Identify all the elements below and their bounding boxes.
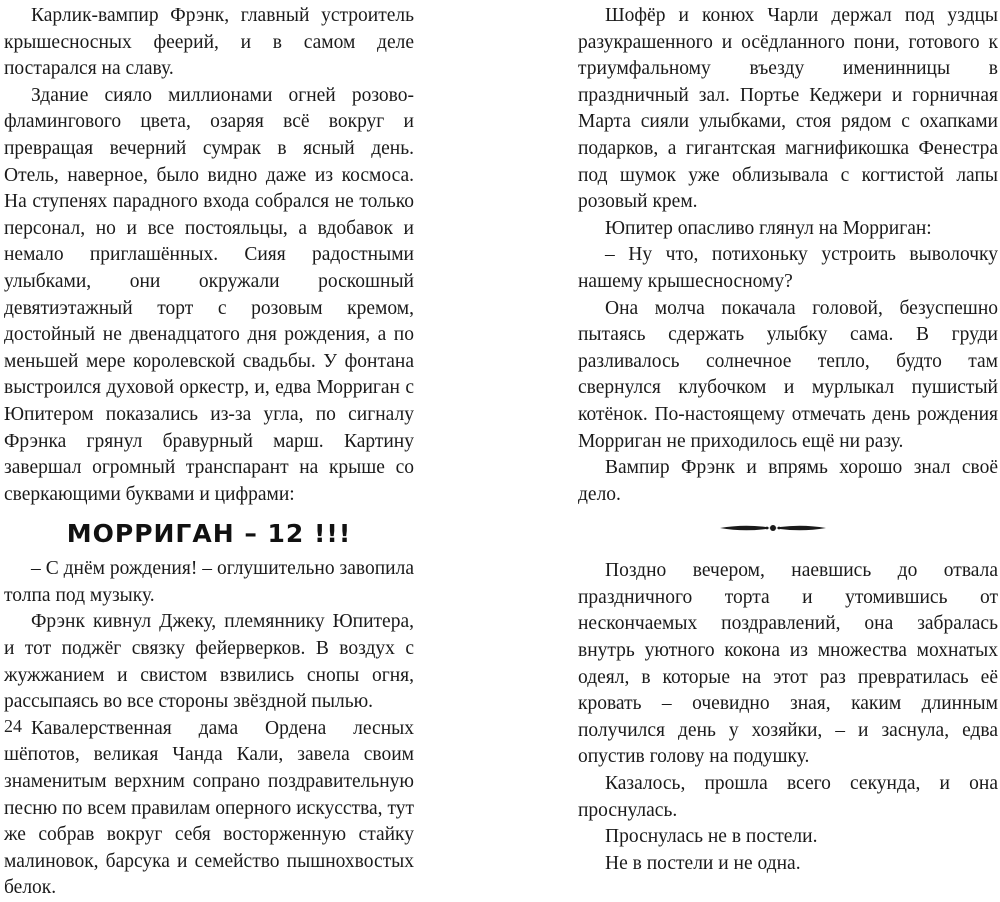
paragraph: Карлик-вампир Фрэнк, главный устроитель крышесносных феерий, и в самом деле постарался на славу. [4, 5, 414, 80]
paragraph: Не в постели и не одна. [605, 852, 801, 874]
section-divider-ornament [578, 512, 998, 548]
right-page [500, 0, 1000, 874]
paragraph: Она молча покачала головой, безуспешно пытаясь сдержать улыбку сама. В груди разливалось солнечное тепло, будто там свернулся клубочком и мурлыкал пушистый котёнок. По-настоящему отмечать день рождения Морриган не приходилось ещё ни разу. [578, 297, 998, 452]
paragraph: Здание сияло миллионами огней розово-фламингового цвета, озаряя всё вокруг и превращая вечерний сумрак в ясный день. Отель, наверное, было видно даже из космоса. На ступенях парадного входа собрался не только персонал, но и все постояльцы, а вдобавок и немало приглашённых. Сияя радостными улыбками, они окружали роскошный девятиэтажный торт с розовым кремом, достойный не двенадцатого дня рождения, а по меньшей мере королевской свадьбы. У фонтана выстроился духовой оркестр, и, едва Морриган с Юпитером показались из-за угла, по сигналу Фрэнка грянул бравурный марш. Картину завершал огромный транспарант на крыше со сверкающими буквами и цифрами: [4, 84, 414, 505]
left-page [0, 0, 500, 899]
paragraph: Поздно вечером, наевшись до отвала праздничного торта и утомившись от нескончаемых поздравлений, она забралась внутрь уютного кокона из множества мохнатых одеял, в которые на этот раз превратилась её кровать – очевидно зная, каким длинным получился день у хозяйки, – и заснула, едва опустив голову на подушку. [578, 560, 998, 768]
paragraph: – С днём рождения! – оглушительно завопила толпа под музыку. [4, 558, 414, 606]
paragraph: – Ну что, потихоньку устроить выволочку нашему крышесносному? [578, 244, 998, 292]
page-number: 24 [4, 716, 22, 736]
paragraph: Проснулась не в постели. [605, 826, 818, 848]
ornament-icon [718, 520, 828, 536]
right-text-column [578, 3, 998, 877]
paragraph: Вампир Фрэнк и впрямь хорошо знал своё дело. [578, 457, 998, 505]
banner-headline: МОРРИГАН – 12 !!! [66, 519, 352, 549]
left-text-column [4, 3, 414, 902]
paragraph: Кавалерственная дама Ордена лесных шёпотов, великая Чанда Кали, завела своим знаменитым верхним сопрано поздравительную песню по всем правилам оперного искусства, тут же собрав вокруг себя восторженную стайку малиновок, барсука и семейство пышнохвостых белок. [4, 717, 414, 899]
paragraph: Казалось, прошла всего секунда, и она проснулась. [578, 773, 998, 821]
paragraph: Фрэнк кивнул Джеку, племяннику Юпитера, и тот поджёг связку фейерверков. В воздух с жужжанием и свистом взвились снопы огня, рассыпаясь во все стороны звёздной пылью. [4, 611, 414, 713]
paragraph: Юпитер опасливо глянул на Морриган: [605, 217, 932, 239]
paragraph: Шофёр и конюх Чарли держал под уздцы разукрашенного и осёдланного пони, готового к триумфальному въезду именинницы в праздничный зал. Портье Кеджери и горничная Марта сияли улыбками, стоя рядом с охапками подарков, а гигантская магнификошка Фенестра под шумок уже облизывала с когтистой лапы розовый крем. [578, 5, 998, 213]
